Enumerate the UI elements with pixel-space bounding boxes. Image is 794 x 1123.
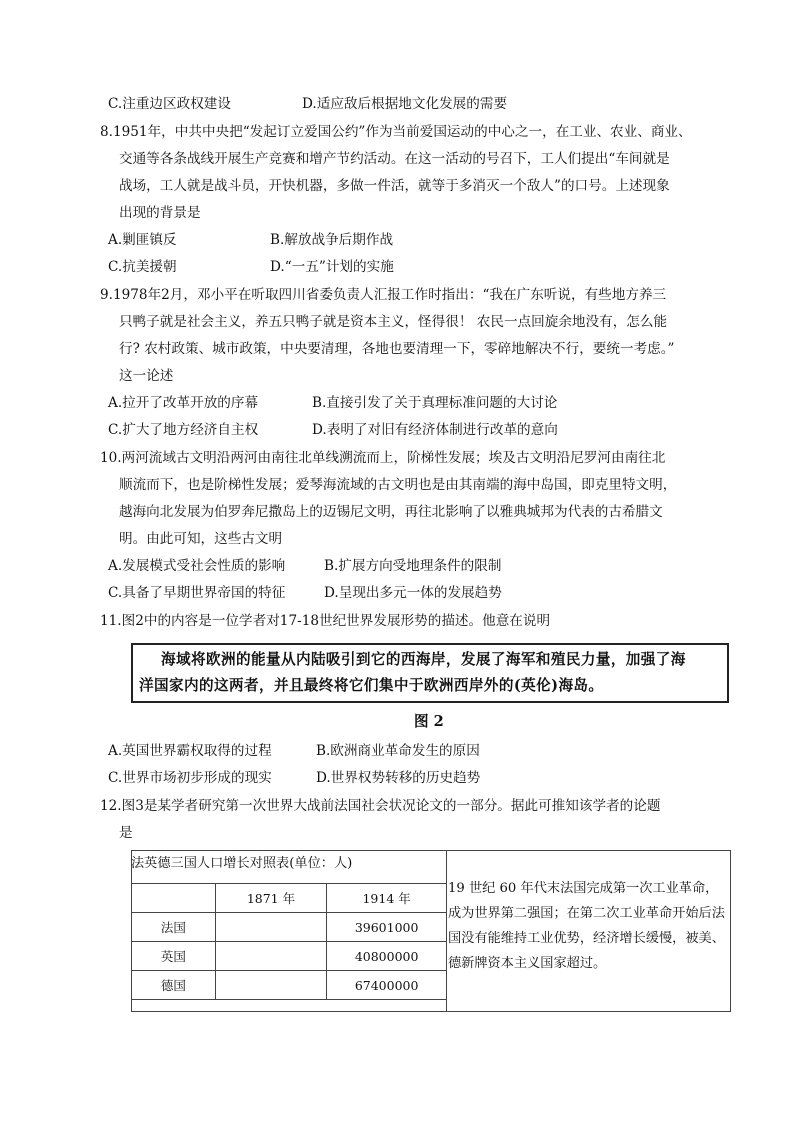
q10-stem-line-2: 顺流而下，也是阶梯性发展；爱琴海流域的古文明也是由其南端的海中岛国，即克里特文明，: [119, 477, 677, 493]
value-1914-cell: 67400000: [327, 971, 447, 1000]
q8-option-d: D.“一五”计划的实施: [270, 259, 394, 275]
q8-option-b: B.解放战争后期作战: [270, 232, 394, 248]
q8-option-c: C.抗美援朝: [108, 259, 177, 275]
q8-stem-line-1: 8.1951年，中共中央把“发起订立爱国公约”作为当前爱国运动的中心之一，在工业、农业、商业、: [100, 124, 692, 140]
header-1871: 1871 年: [215, 884, 327, 913]
q11-option-d: D.世界权势转移的历史趋势: [316, 770, 481, 786]
q10-stem-line-3: 越海向北发展为伯罗奔尼撒岛上的迈锡尼文明，再往北影响了以雅典城邦为代表的古希腊文: [119, 504, 663, 520]
q11-option-c: C.世界市场初步形成的现实: [108, 770, 272, 786]
table-row: [132, 971, 447, 1000]
q9-option-b: B.直接引发了关于真理标准问题的大讨论: [312, 395, 558, 411]
q9-stem-line-4: 这一论述: [119, 368, 174, 384]
quote-line-1: 海域将欧洲的能量从内陆吸引到它的西海岸，发展了海军和殖民力量，加强了海: [161, 651, 686, 668]
value-1871-cell: [215, 942, 327, 971]
q9-option-d: D.表明了对旧有经济体制进行改革的意向: [312, 422, 558, 438]
figure-2-label: 图 2: [414, 713, 444, 730]
header-1914: 1914 年: [327, 884, 447, 913]
q7-option-d: D.适应敌后根据地文化发展的需要: [302, 96, 508, 112]
figure-2-quote-box: [131, 643, 729, 703]
value-1914-cell: 40800000: [327, 942, 447, 971]
q9-stem-line-1: 9.1978年2月，邓小平在听取四川省委负责人汇报工作时指出：“我在广东听说，有些地方养三: [100, 287, 667, 303]
q11-stem: 11.图2中的内容是一位学者对17-18世纪世界发展形势的描述。他意在说明: [100, 613, 551, 629]
q8-stem-line-4: 出现的背景是: [119, 205, 201, 221]
quote-line-2: 洋国家内的这两者，并且最终将它们集中于欧洲西岸外的(英伦)海岛。: [139, 677, 604, 694]
population-table-title: 法英德三国人口增长对照表(单位：人): [131, 856, 353, 871]
q12-stem-line-1: 12.图3是某学者研究第一次世界大战前法国社会状况论文的一部分。据此可推知该学者的论题: [100, 798, 661, 814]
q8-stem-line-2: 交通等各条战线开展生产竞赛和增产节约活动。在这一活动的号召下，工人们提出“车间就是: [119, 151, 670, 167]
value-1914-cell: 39601000: [327, 913, 447, 942]
q10-option-d: D.呈现出多元一体的发展趋势: [324, 585, 502, 601]
q8-stem-line-3: 战场，工人就是战斗员，开快机器，多做一件活，就等于多消灭一个敌人”的口号。上述现象: [119, 178, 670, 194]
q9-option-a: A.拉开了改革开放的序幕: [108, 395, 259, 411]
q10-stem-line-1: 10.两河流域古文明沿两河由南往北单线溯流而上，阶梯性发展；埃及古文明沿尼罗河由南往北: [100, 450, 666, 466]
figure-3-side-text: 19 世纪 60 年代末法国完成第一次工业革命，成为世界第二强国；在第二次工业革命开始后法国没有能维持工业优势，经济增长缓慢，被美、德新牌资本主义国家超过。: [448, 881, 725, 971]
q7-option-c: C.注重边区政权建设: [108, 96, 231, 112]
q9-option-c: C.扩大了地方经济自主权: [108, 422, 259, 438]
q10-option-a: A.发展模式受社会性质的影响: [108, 558, 286, 574]
header-empty-cell: [132, 884, 216, 913]
value-1871-cell: [215, 971, 327, 1000]
table-row: [132, 913, 447, 942]
q9-stem-line-2: 只鸭子就是社会主义，养五只鸭子就是资本主义，怪得很！ 农民一点回旋余地没有，怎么能: [119, 314, 668, 330]
q10-option-b: B.扩展方向受地理条件的限制: [324, 558, 502, 574]
q11-option-a: A.英国世界霸权取得的过程: [108, 743, 272, 759]
q12-stem-line-2: 是: [119, 825, 133, 841]
country-cell: 德国: [132, 971, 216, 1000]
q9-stem-line-3: 行? 农村政策、城市政策，中央要清理，各地也要清理一下，零碎地解决不行，要统一考虑。”: [119, 341, 675, 357]
value-1871-cell: [215, 913, 327, 942]
q10-option-c: C.具备了早期世界帝国的特征: [108, 585, 286, 601]
q8-option-a: A.剿匪镇反: [108, 232, 177, 248]
table-header-row: [132, 884, 447, 913]
q11-option-b: B.欧洲商业革命发生的原因: [316, 743, 480, 759]
q10-stem-line-4: 明。由此可知，这些古文明: [119, 531, 283, 547]
table-row: [132, 942, 447, 971]
population-table: [131, 883, 447, 1000]
country-cell: 法国: [132, 913, 216, 942]
country-cell: 英国: [132, 942, 216, 971]
